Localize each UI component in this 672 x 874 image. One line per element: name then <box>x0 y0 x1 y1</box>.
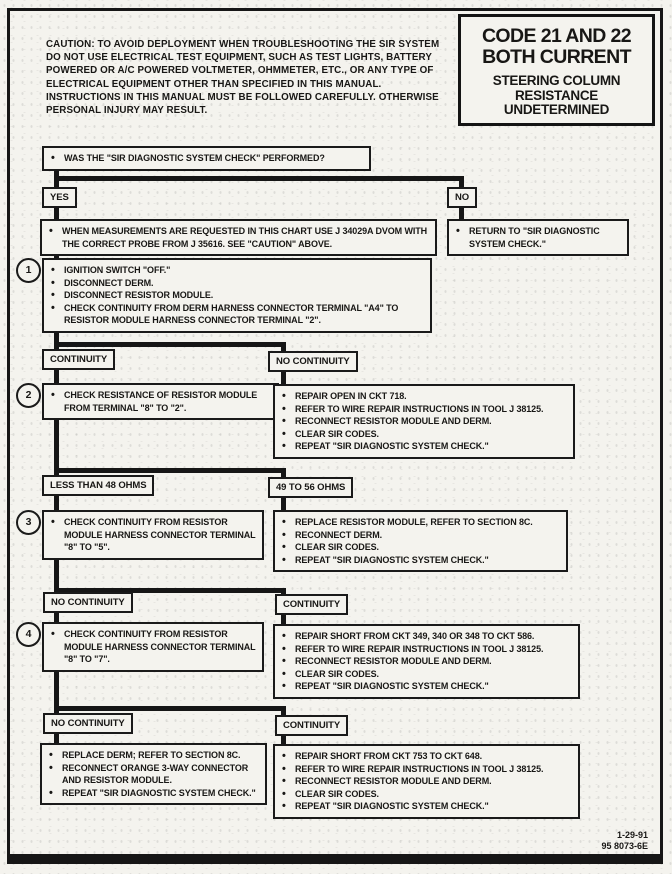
footer-reference <box>601 830 648 852</box>
text-line: • REPEAT "SIR DIAGNOSTIC SYSTEM CHECK." <box>47 787 259 800</box>
no-label: NO <box>447 187 477 208</box>
branch1-line <box>54 342 286 347</box>
step2-repair-box <box>273 384 575 459</box>
branch2-line <box>54 468 286 473</box>
text-line: • CHECK RESISTANCE OF RESISTOR MODULE FROM TERMINAL "8" TO "2". <box>49 389 271 414</box>
step1-number: 1 <box>16 258 41 283</box>
step4-box <box>42 622 264 672</box>
title-subtitle <box>461 74 652 118</box>
text-line: • RECONNECT RESISTOR MODULE AND DERM. <box>280 415 567 428</box>
branch4-left-label: NO CONTINUITY <box>43 713 133 734</box>
text-line: • DISCONNECT RESISTOR MODULE. <box>49 289 424 302</box>
caution-text: CAUTION: TO AVOID DEPLOYMENT WHEN TROUBLESHOOTING THE SIR SYSTEM DO NOT USE ELECTRICAL TEST EQUIPMENT, SUCH AS TEST LIGHTS, BATTERY POWERED OR A/C POWERED VOLTMETER, OHMMETER, ETC., OR ANY TYPE OF ELECTRICAL EQUIPMENT OTHER THAN SPECIFIED IN THIS MANUAL. INSTRUCTIONS IN THIS MANUAL MUST BE FOLLOWED CAREFULLY. OTHERWISE PERSONAL INJURY MAY RESULT. <box>46 39 440 117</box>
measurement-note-box <box>40 219 437 256</box>
yes-label: YES <box>42 187 77 208</box>
text-line: • REPLACE RESISTOR MODULE, REFER TO SECTION 8C. <box>280 516 560 529</box>
final-left-box <box>40 743 267 805</box>
branch4-right-label: CONTINUITY <box>275 715 348 736</box>
step2-box <box>42 383 279 420</box>
step1-box <box>42 258 432 333</box>
code-title-line2: BOTH CURRENT <box>482 45 631 68</box>
branch1-left-label: CONTINUITY <box>42 349 115 370</box>
branch3-left-label: NO CONTINUITY <box>43 592 133 613</box>
branch1-right-label: NO CONTINUITY <box>268 351 358 372</box>
text-line: • RECONNECT RESISTOR MODULE AND DERM. <box>280 655 572 668</box>
text-line: • REFER TO WIRE REPAIR INSTRUCTIONS IN TOOL J 38125. <box>280 403 567 416</box>
text-line: • DISCONNECT DERM. <box>49 277 424 290</box>
text-line: • CHECK CONTINUITY FROM DERM HARNESS CONNECTOR TERMINAL "A4" TO RESISTOR MODULE HARNESS CONNECTOR TERMINAL "2". <box>49 302 424 327</box>
text-line: RESISTANCE <box>514 87 598 103</box>
text-line: • CLEAR SIR CODES. <box>280 668 572 681</box>
branch2-right-label: 49 TO 56 OHMS <box>268 477 353 498</box>
code-title-line1: CODE 21 AND 22 <box>481 25 632 47</box>
text-line: UNDETERMINED <box>503 102 610 117</box>
question-text <box>49 152 363 165</box>
text-line: • REPLACE DERM; REFER TO SECTION 8C. <box>47 749 259 762</box>
text-line: • REPAIR OPEN IN CKT 718. <box>280 390 567 403</box>
step3-repair-box <box>273 510 568 572</box>
footer-doc-number: 95 8073-6E <box>601 841 648 851</box>
text-line: • CLEAR SIR CODES. <box>280 541 560 554</box>
footer-date: 1-29-91 <box>616 830 648 840</box>
final-right-box <box>273 744 580 819</box>
text-line: • RECONNECT DERM. <box>280 529 560 542</box>
branch3-right-label: CONTINUITY <box>275 594 348 615</box>
step4-repair-box <box>273 624 580 699</box>
text-line: • RECONNECT RESISTOR MODULE AND DERM. <box>280 775 572 788</box>
step4-number: 4 <box>16 622 41 647</box>
text-line: • REPEAT "SIR DIAGNOSTIC SYSTEM CHECK." <box>280 680 572 693</box>
text-line: STEERING COLUMN <box>492 73 621 88</box>
text-line: • WHEN MEASUREMENTS ARE REQUESTED IN THIS CHART USE J 34029A DVOM WITH THE CORRECT PROBE FROM J 35616. SEE "CAUTION" ABOVE. <box>47 225 429 250</box>
text-line: • IGNITION SWITCH "OFF." <box>49 264 424 277</box>
no-action-box <box>447 219 629 256</box>
text-line: • CLEAR SIR CODES. <box>280 788 572 801</box>
branch2-left-label: LESS THAN 48 OHMS <box>42 475 154 496</box>
text-line: • CHECK CONTINUITY FROM RESISTOR MODULE HARNESS CONNECTOR TERMINAL "8" TO "7". <box>49 628 256 666</box>
text-line: • REFER TO WIRE REPAIR INSTRUCTIONS IN TOOL J 38125. <box>280 643 572 656</box>
yes-no-branch-line <box>54 176 464 181</box>
step3-box <box>42 510 264 560</box>
text-line: • REPAIR SHORT FROM CKT 349, 340 OR 348 TO CKT 586. <box>280 630 572 643</box>
text-line: • REFER TO WIRE REPAIR INSTRUCTIONS IN TOOL J 38125. <box>280 763 572 776</box>
text-line: • REPEAT "SIR DIAGNOSTIC SYSTEM CHECK." <box>280 440 567 453</box>
text-line: • REPEAT "SIR DIAGNOSTIC SYSTEM CHECK." <box>280 800 572 813</box>
text-line: • REPEAT "SIR DIAGNOSTIC SYSTEM CHECK." <box>280 554 560 567</box>
question-box <box>42 146 371 171</box>
step2-number: 2 <box>16 383 41 408</box>
text-line: • RETURN TO "SIR DIAGNOSTIC SYSTEM CHECK." <box>454 225 621 250</box>
branch4-line <box>54 706 286 711</box>
text-line: • WAS THE "SIR DIAGNOSTIC SYSTEM CHECK" PERFORMED? <box>49 152 363 165</box>
text-line: • CHECK CONTINUITY FROM RESISTOR MODULE HARNESS CONNECTOR TERMINAL "8" TO "5". <box>49 516 256 554</box>
step3-number: 3 <box>16 510 41 535</box>
text-line: • CLEAR SIR CODES. <box>280 428 567 441</box>
text-line: • REPAIR SHORT FROM CKT 753 TO CKT 648. <box>280 750 572 763</box>
title-box <box>458 14 655 126</box>
text-line: • RECONNECT ORANGE 3-WAY CONNECTOR AND RESISTOR MODULE. <box>47 762 259 787</box>
